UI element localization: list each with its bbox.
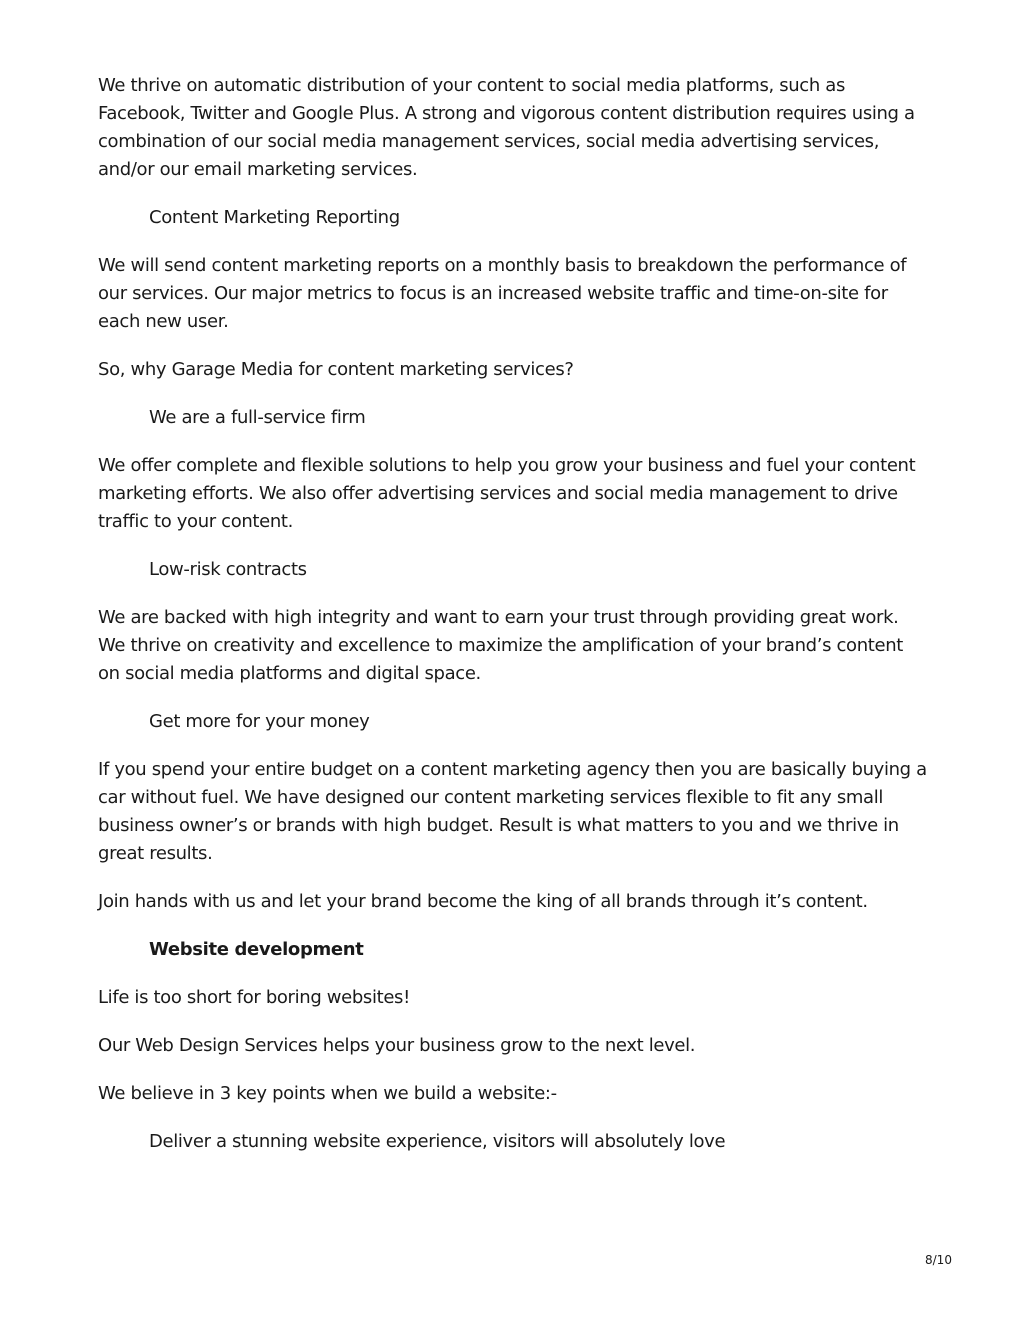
paragraph-web-design-services: Our Web Design Services helps your business grow to the next level. (98, 1035, 696, 1056)
subheading-get-more-for-money: Get more for your money (149, 711, 370, 732)
page-number: 8/10 (925, 1253, 952, 1267)
paragraph-low-risk: We are backed with high integrity and want to earn your trust through providing great work. We thrive on creativity and excellence to maximize the amplification of your brand’s content on social media platforms and digital space. (98, 607, 903, 684)
subheading-content-marketing-reporting: Content Marketing Reporting (149, 207, 400, 228)
paragraph-boring-websites: Life is too short for boring websites! (98, 987, 410, 1008)
subheading-full-service-firm: We are a full-service firm (149, 407, 366, 428)
paragraph-full-service: We offer complete and flexible solutions to help you grow your business and fuel your content marketing efforts. We also offer advertising services and social media management to drive traffic to your content. (98, 455, 916, 532)
subheading-low-risk-contracts: Low-risk contracts (149, 559, 307, 580)
paragraph-key-points: We believe in 3 key points when we build a website:- (98, 1083, 557, 1104)
document-page (98, 72, 928, 1176)
section-heading-website-development: Website development (149, 939, 364, 960)
paragraph-content-distribution: We thrive on automatic distribution of your content to social media platforms, such as Facebook, Twitter and Google Plus. A strong and vigorous content distribution requires using a combination of our social media management services, social media advertising services, and/or our email marketing services. (98, 75, 915, 180)
paragraph-join-hands: Join hands with us and let your brand become the king of all brands through it’s content. (98, 891, 868, 912)
paragraph-budget: If you spend your entire budget on a content marketing agency then you are basically buying a car without fuel. We have designed our content marketing services flexible to fit any small business owner’s or brands with high budget. Result is what matters to you and we thrive in great results. (98, 759, 927, 864)
list-item-stunning-experience: Deliver a stunning website experience, visitors will absolutely love (149, 1131, 726, 1152)
paragraph-why-garage-media: So, why Garage Media for content marketing services? (98, 359, 574, 380)
paragraph-reporting: We will send content marketing reports on a monthly basis to breakdown the performance of our services. Our major metrics to focus is an increased website traffic and time-on-site for each new user. (98, 255, 907, 332)
